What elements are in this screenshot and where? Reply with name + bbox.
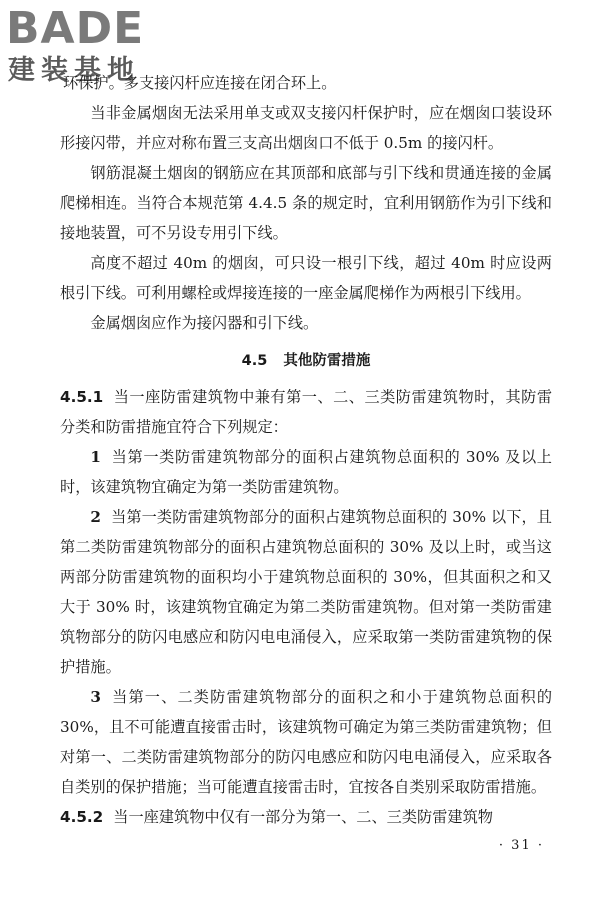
clause-text: 当一座防雷建筑物中兼有第一、二、三类防雷建筑物时，其防雷分类和防雷措施宜符合下列规定： [60, 388, 552, 436]
clause-item [60, 682, 552, 802]
section-title: 其他防雷措施 [283, 353, 371, 369]
section-heading [60, 346, 552, 376]
logo-chinese-name: 建装基地 [8, 55, 140, 86]
item-number: 1 [90, 448, 101, 466]
page-number: · 31 · [498, 838, 544, 853]
clause-4-5-2 [60, 802, 552, 832]
paragraph: 环保护。多支接闪杆应连接在闭合环上。 [63, 74, 337, 92]
clause-number: 4.5.1 [60, 388, 104, 406]
item-text: 当第一类防雷建筑物部分的面积占建筑物总面积的 30% 以下，且第二类防雷建筑物部分的面积占建筑物总面积的 30% 及以上时，或当这两部分防雷建筑物的面积均小于建筑物总面积的 30%，但其面积之和又大于 30% 时，该建筑物宜确定为第二类防雷建筑物。但对第一类防雷建筑物部分的防闪电感应和防闪电电涌侵入，应采取第一类防雷建筑物的保护措施。 [60, 508, 552, 676]
section-number: 4.5 [241, 353, 268, 369]
clause-4-5-1 [60, 382, 552, 442]
paragraph: 当非金属烟囱无法采用单支或双支接闪杆保护时，应在烟囱口装设环形接闪带，并应对称布置三支高出烟囱口不低于 0.5m 的接闪杆。 [60, 104, 552, 152]
paragraph: 高度不超过 40m 的烟囱，可只设一根引下线，超过 40m 时应设两根引下线。可利用螺栓或焊接连接的一座金属爬梯作为两根引下线用。 [60, 254, 552, 302]
item-number: 2 [90, 508, 101, 526]
clause-text: 当一座建筑物中仅有一部分为第一、二、三类防雷建筑物 [113, 808, 493, 826]
clause-item [60, 502, 552, 682]
clause-number: 4.5.2 [60, 808, 104, 826]
item-number: 3 [90, 688, 101, 706]
paragraph: 金属烟囱应作为接闪器和引下线。 [90, 314, 319, 332]
document-body [60, 68, 552, 832]
item-text: 当第一类防雷建筑物部分的面积占建筑物总面积的 30% 及以上时，该建筑物宜确定为第一类防雷建筑物。 [60, 448, 552, 496]
item-text: 当第一、二类防雷建筑物部分的面积之和小于建筑物总面积的 30%，且不可能遭直接雷击时，该建筑物可确定为第三类防雷建筑物；但对第一、二类防雷建筑物部分的防闪电感应和防闪电电涌侵入，应采取各自类别的保护措施；当可能遭直接雷击时，宜按各自类别采取防雷措施。 [60, 688, 552, 796]
clause-item [60, 442, 552, 502]
logo-wordmark: BADE [6, 3, 145, 54]
paragraph: 钢筋混凝土烟囱的钢筋应在其顶部和底部与引下线和贯通连接的金属爬梯相连。当符合本规范第 4.4.5 条的规定时，宜利用钢筋作为引下线和接地装置，可不另设专用引下线。 [60, 164, 552, 242]
